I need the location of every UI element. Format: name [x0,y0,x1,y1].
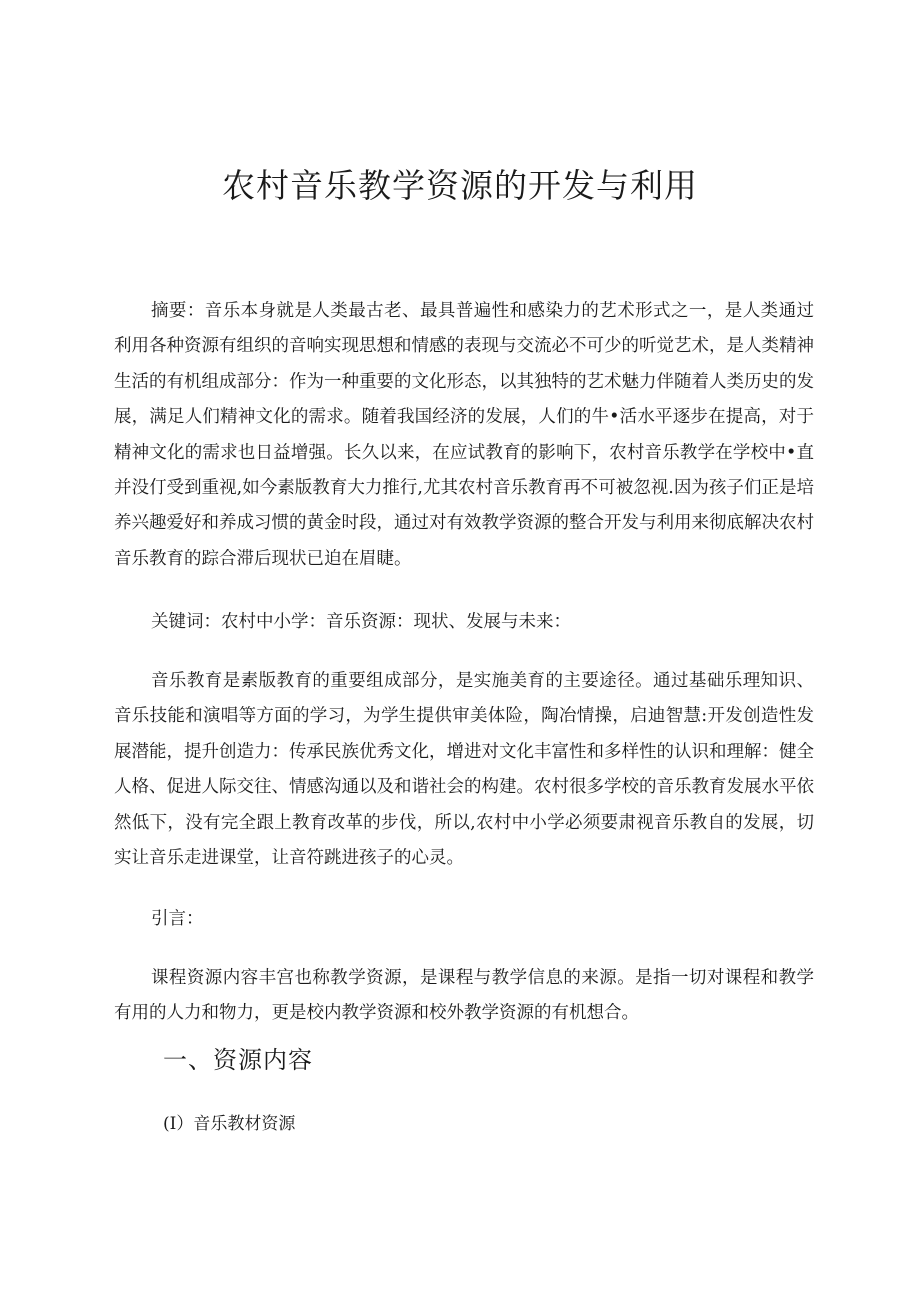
preface-label: 引言： [151,909,204,929]
document-title: 农村音乐教学资源的开发与利用 [222,166,698,205]
resource-paragraph: 课程资源内容丰宫也称教学资源，是课程与教学信息的来源。是指一切对课程和教学有用的人力和物力，更是校内教学资源和校外教学资源的有机想合。 [114,968,814,1024]
intro-paragraph: 音乐教育是素版教育的重要组成部分，是实施美育的主要途径。通过基础乐理知识、音乐技能和演唱等方面的学习，为学生提供审美体险，陶冶情操，启迪智慧:开发创造性发展潜能，提升创造力：传承民族优秀文化，增进对文化丰富性和多样性的认识和理解：健全人格、促进人际交往、情感沟通以及和谐社会的构建。农村很多学校的音乐教育发展水平依然低下，没有完全跟上教育改革的步伐，所以,农村中小学必须要肃视音乐教自的发展，切实让音乐走进课堂，让音符跳进孩子的心灵。 [114,671,814,869]
subsection-heading: (I）音乐教材资源 [163,1114,296,1134]
keywords-line: 关键词：农村中小学：音乐资源：现状、发展与未来： [151,612,571,632]
section-heading: 一、资源内容 [163,1046,313,1074]
abstract-paragraph: 摘要：音乐本身就是人类最古老、最具普遍性和感染力的艺术形式之一，是人类通过利用各种资源有组织的音响实现思想和情感的表现与交流必不可少的听觉艺术，是人类精神生活的有机组成部分：作为一种重要的文化形态，以其独特的艺术魅力伴随着人类历史的发展，满足人们精神文化的需求。随着我国经济的发展，人们的牛•活水平逐步在提高，对于精神文化的需求也日益增强。长久以来，在应试教育的影响下，农村音乐教学在学校中•直并没仃受到重视,如今素版教育大力推行,尤其农村音乐教育再不可被忽视.因为孩子们正是培养兴趣爱好和养成习惯的黄金时段，通过对有效教学资源的整合开发与利用来彻底解决农村音乐教育的踪合滞后现状已迫在眉睫。 [114,301,814,569]
